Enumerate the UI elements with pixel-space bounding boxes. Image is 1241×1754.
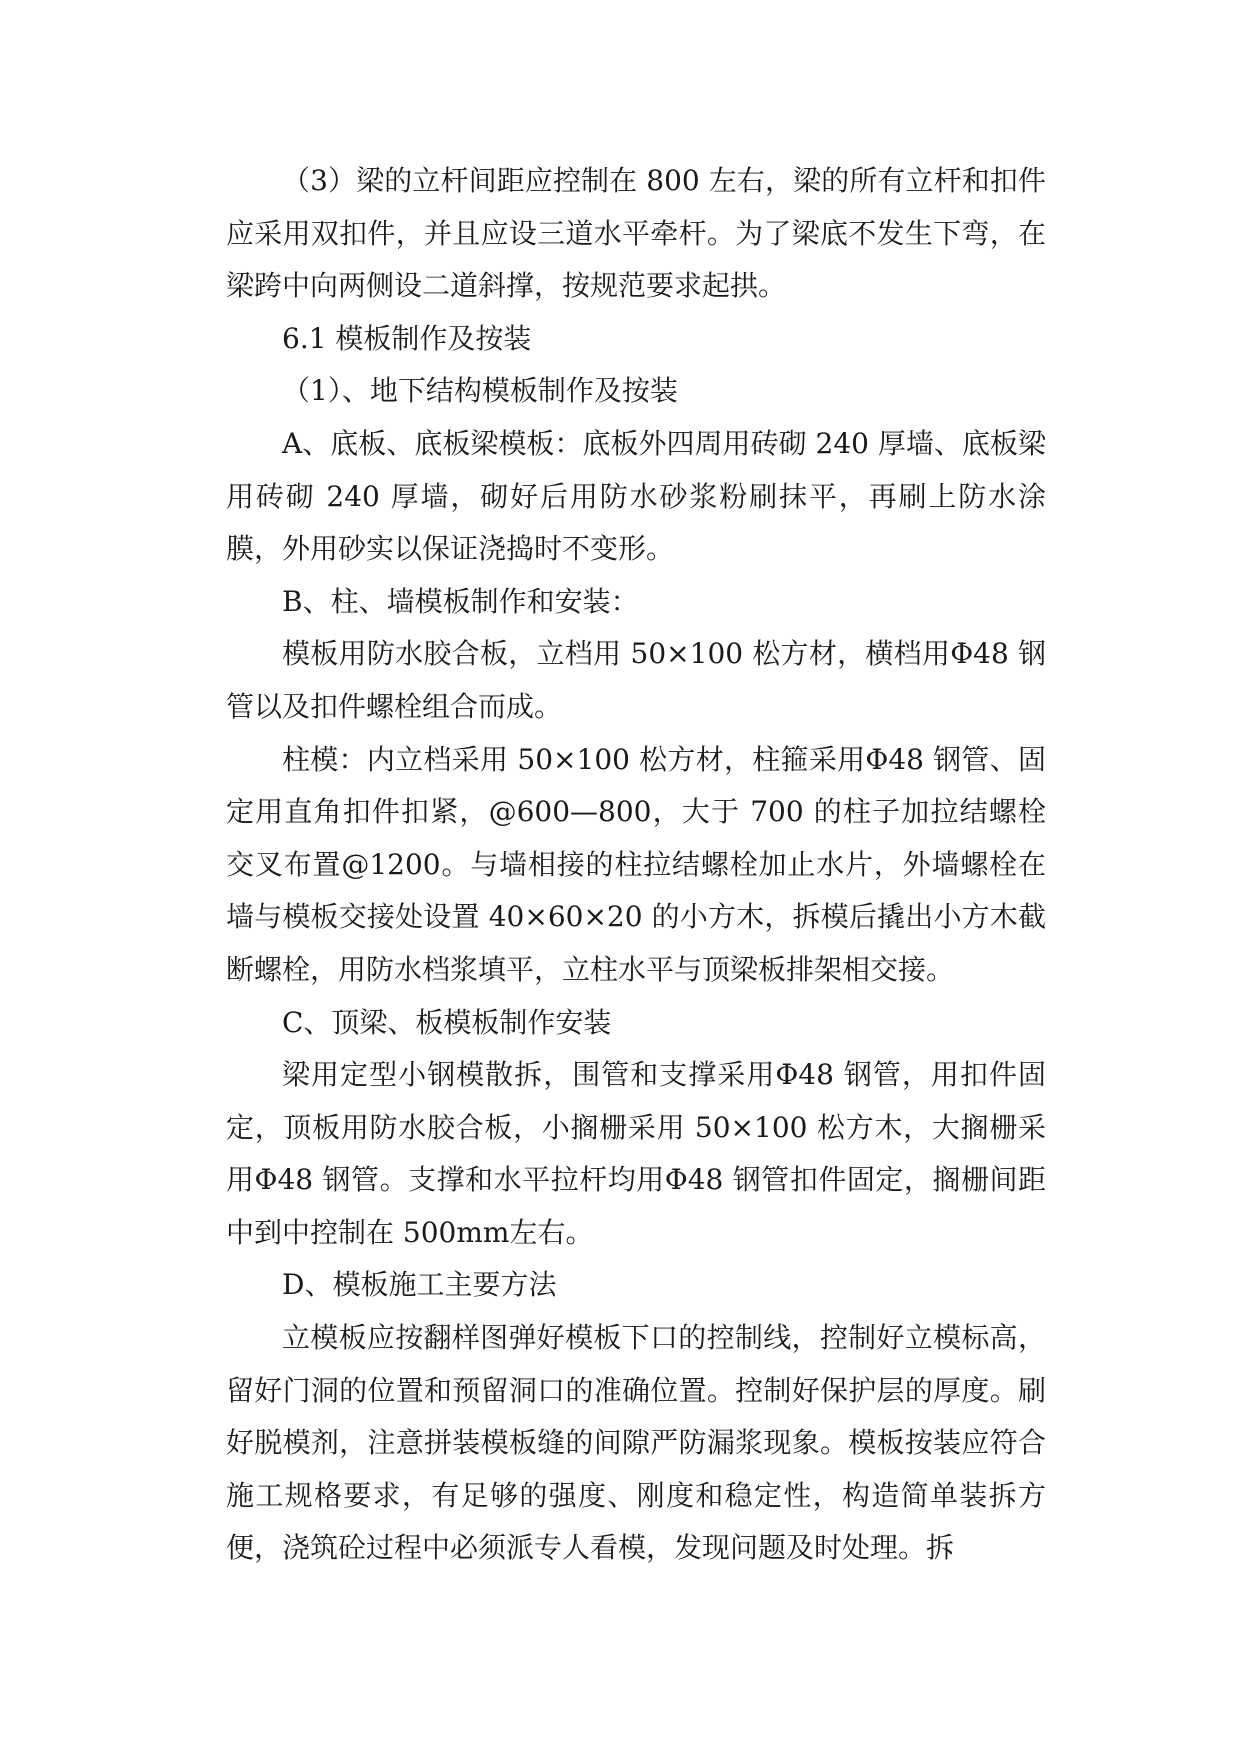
paragraph-formwork-plywood: 模板用防水胶合板，立档用 50×100 松方材，横档用Φ48 钢管以及扣件螺栓组合而成。 <box>226 637 1046 723</box>
subsection-heading-1: （1）、地下结构模板制作及按装 <box>282 374 678 408</box>
section-heading-6-1: 6.1 模板制作及按装 <box>282 321 532 355</box>
paragraph-beam-pole-spacing: （3）梁的立杆间距应控制在 800 左右，梁的所有立杆和扣件应采用双扣件，并且应设三道水平牵杆。为了梁底不发生下弯，在梁跨中向两侧设二道斜撑，按规范要求起拱。 <box>226 164 1046 303</box>
paragraph-formwork-methods: 立模板应按翻样图弹好模板下口的控制线，控制好立模标高，留好门洞的位置和预留洞口的准确位置。控制好保护层的厚度。刷好脱模剂，注意拼装模板缝的间隙严防漏浆现象。模板按装应符合施工规格要求，有足够的强度、刚度和稳定性，构造简单装拆方便，浇筑砼过程中必须派专人看模，发现问题及时处理。拆 <box>226 1321 1046 1565</box>
paragraph-a-bottom-slab: A、底板、底板梁模板：底板外四周用砖砌 240 厚墙、底板梁用砖砌 240 厚墙，砌好后用防水砂浆粉刷抹平，再刷上防水涂膜，外用砂实以保证浇捣时不变形。 <box>226 426 1046 566</box>
document-body <box>226 155 1046 1575</box>
paragraph-b-heading: B、柱、墙模板制作和安装： <box>282 584 639 618</box>
paragraph-d-heading: D、模板施工主要方法 <box>282 1268 557 1302</box>
paragraph-c-heading: C、顶梁、板模板制作安装 <box>282 1005 612 1039</box>
paragraph-beam-steel-formwork: 梁用定型小钢模散拆，围管和支撑采用Φ48 钢管，用扣件固定，顶板用防水胶合板，小搁栅采用 50×100 松方木，大搁栅采用Φ48 钢管。支撑和水平拉杆均用Φ48 钢管扣件固定，搁栅间距中到中控制在 500mm左右。 <box>226 1058 1046 1249</box>
paragraph-column-formwork: 柱模：内立档采用 50×100 松方材，柱箍采用Φ48 钢管、固定用直角扣件扣紧，@600—800，大于 700 的柱子加拉结螺栓交叉布置@1200。与墙相接的柱拉结螺栓加止水片，外墙螺栓在墙与模板交接处设置 40×60×20 的小方木，拆模后撬出小方木截断螺栓，用防水档浆填平，立柱水平与顶梁板排架相交接。 <box>226 742 1046 986</box>
